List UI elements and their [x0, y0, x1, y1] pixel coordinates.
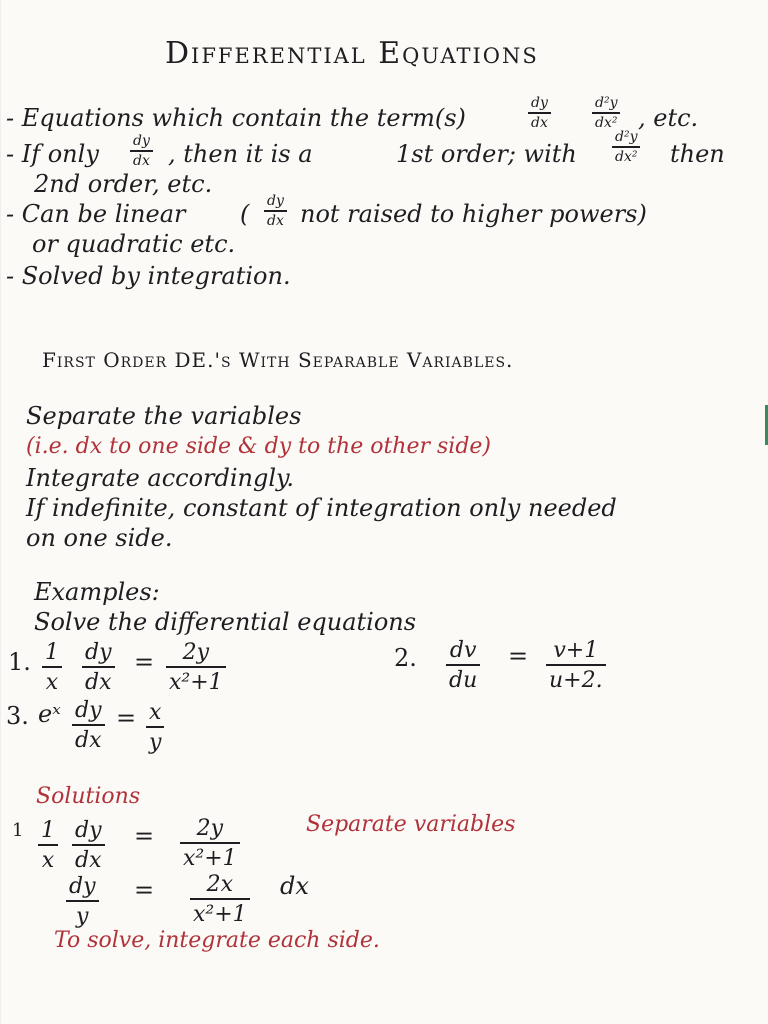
fraction-denominator: dx [85, 670, 112, 695]
fraction-denominator: x²+1 [169, 670, 223, 695]
fraction-numerator: dy [85, 640, 112, 665]
fraction-denominator: dx [133, 153, 150, 169]
example-3-equals: = [116, 704, 137, 732]
solutions-heading: Solutions [36, 784, 141, 809]
fraction-numerator: dy [531, 95, 548, 111]
fraction-numerator: 2y [182, 640, 210, 665]
solution-1-number: 1 [12, 820, 24, 841]
example-3-rhs [146, 702, 164, 754]
fraction-numerator: x [149, 700, 162, 725]
fraction-denominator: x²+1 [193, 902, 247, 927]
page-edge [0, 0, 1, 1024]
rule-1: Separate the variables [26, 402, 302, 430]
rule-5: on one side. [26, 524, 173, 552]
intro-line-4c: not raised to higher powers) [300, 200, 647, 228]
intro-line2-second-fraction [612, 130, 640, 164]
fraction-numerator: d²y [615, 129, 638, 145]
fraction-numerator: dy [75, 698, 102, 723]
fraction-denominator: x²+1 [183, 846, 237, 871]
intro-line-5: or quadratic etc. [32, 230, 236, 258]
fraction-numerator: v+1 [553, 638, 599, 663]
rule-4: If indefinite, constant of integration only needed [26, 494, 617, 522]
fraction-numerator: 1 [45, 640, 59, 665]
fraction-denominator: x [41, 848, 55, 873]
intro-line-4a: - Can be linear [6, 200, 186, 228]
example-3-exponential: eˣ [38, 700, 61, 728]
fraction-denominator: dx [267, 213, 284, 229]
fraction-denominator: dx² [595, 115, 618, 131]
example-2-equals: = [508, 642, 529, 670]
example-2-number: 2. [394, 644, 417, 672]
fraction-numerator: dy [69, 874, 96, 899]
examples-heading: Examples: [34, 578, 160, 606]
example-1-one-over-x [42, 642, 62, 694]
solution-step2-dy-over-y [66, 876, 99, 928]
solution-rhs [180, 818, 240, 870]
example-1-equals: = [134, 648, 155, 676]
example-3-number: 3. [6, 702, 29, 730]
fraction-numerator: 2x [206, 872, 234, 897]
solution-final-note: To solve, integrate each side. [54, 928, 380, 953]
examples-instruction: Solve the differential equations [34, 608, 417, 636]
solution-dy-dx [72, 820, 105, 872]
fraction-denominator: dx [531, 115, 548, 131]
rule-3: Integrate accordingly. [26, 464, 295, 492]
example-2-rhs [546, 640, 606, 692]
solution-step2-equals: = [134, 876, 155, 904]
intro-line-6: - Solved by integration. [6, 262, 291, 290]
intro-line-1: - Equations which contain the term(s) [6, 104, 466, 132]
fraction-numerator: 1 [41, 818, 55, 843]
fraction-denominator: x [45, 670, 59, 695]
intro-line-4b: ( [240, 200, 250, 228]
fraction-numerator: dy [133, 133, 150, 149]
fraction-denominator: y [76, 904, 89, 929]
example-2-dv-du [446, 640, 480, 692]
intro-line-2d: then [670, 140, 725, 168]
solution-equals: = [134, 822, 155, 850]
intro-line-3: 2nd order, etc. [34, 170, 213, 198]
example-1-dy-dx [82, 642, 115, 694]
solution-one-over-x [38, 820, 58, 872]
example-1-rhs [166, 642, 226, 694]
fraction-numerator: dy [75, 818, 102, 843]
section-heading: First Order DE.'s With Separable Variables. [42, 348, 514, 372]
fraction-numerator: d²y [595, 95, 618, 111]
solution-step2-rhs [190, 874, 250, 926]
intro-d2y-dx2-fraction [592, 96, 620, 130]
page-title: Differential Equations [165, 36, 539, 71]
intro-line2-fraction [130, 134, 153, 168]
intro-line-2c: 1st order; with [396, 140, 577, 168]
intro-line-2a: - If only [6, 140, 99, 168]
intro-line4-fraction [264, 194, 287, 228]
fraction-denominator: u+2. [549, 668, 603, 693]
fraction-numerator: dv [449, 638, 477, 663]
intro-dy-dx-fraction [528, 96, 551, 130]
fraction-numerator: 2y [196, 816, 224, 841]
example-1-number: 1. [8, 648, 31, 676]
rule-2: (i.e. dx to one side & dy to the other side) [26, 434, 492, 459]
fraction-numerator: dy [267, 193, 284, 209]
fraction-denominator: du [449, 668, 478, 693]
solution-note: Separate variables [306, 812, 516, 837]
fraction-denominator: dx² [615, 149, 638, 165]
intro-line-2b: , then it is a [168, 140, 313, 168]
solution-step2-dx: dx [280, 872, 309, 900]
fraction-denominator: y [149, 730, 162, 755]
fraction-denominator: dx [75, 728, 102, 753]
fraction-denominator: dx [75, 848, 102, 873]
example-3-dy-dx [72, 700, 105, 752]
intro-etc: , etc. [638, 104, 699, 132]
